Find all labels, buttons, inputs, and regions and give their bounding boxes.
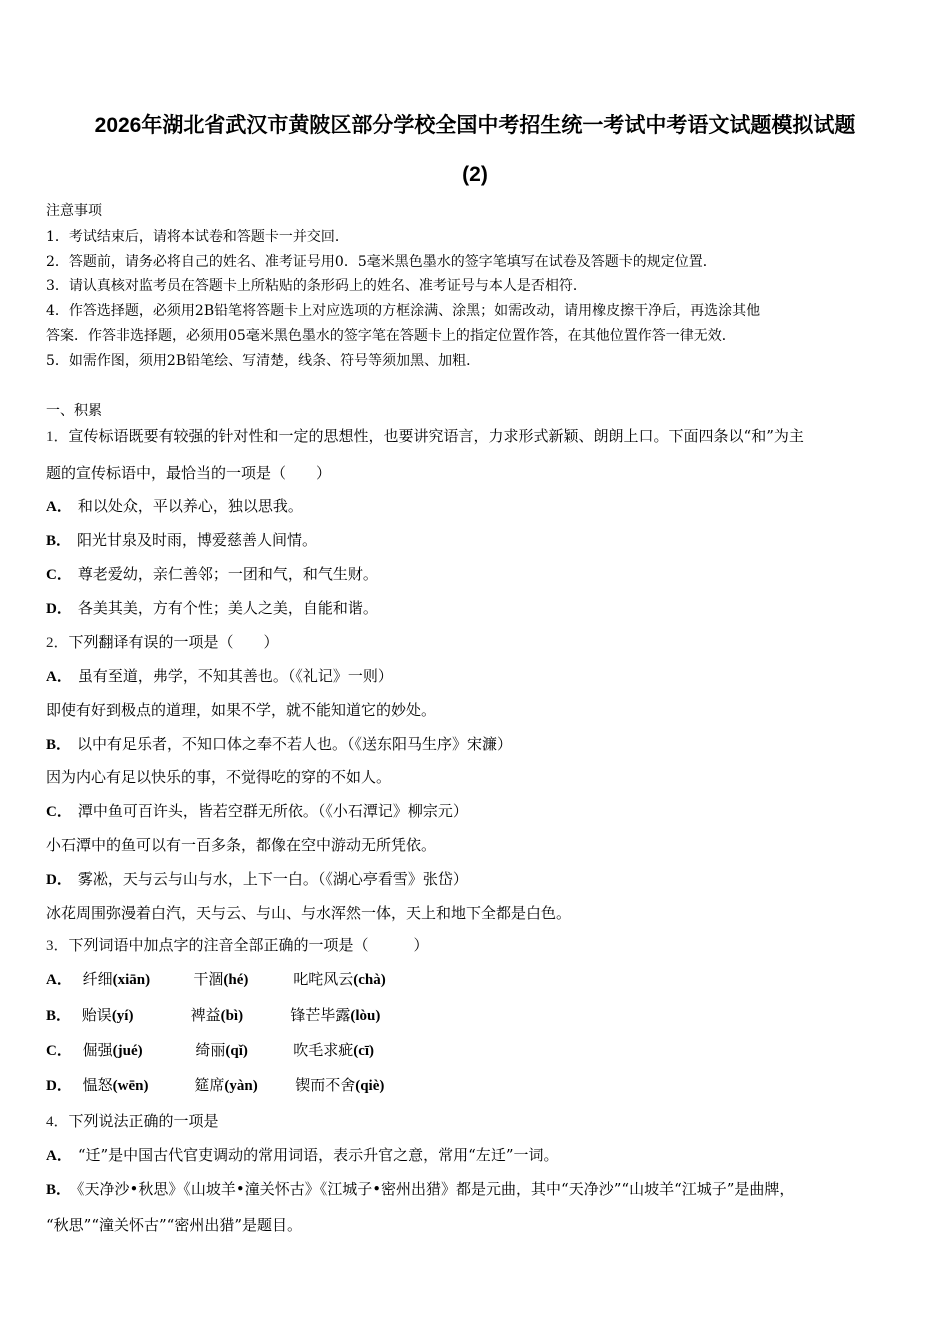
option-a: A． 和以处众，平以养心，独以思我。: [46, 497, 303, 515]
notice-item: 2．答题前，请务必将自己的姓名、准考证号用0．5毫米黑色墨水的签字笔填写在试卷及答题卡的规定位置．: [46, 254, 717, 270]
word-item: 干涸(hé): [193, 970, 249, 988]
notice-item: 1．考试结束后，请将本试卷和答题卡一并交回．: [46, 229, 349, 245]
word-item: 绮丽(qǐ): [195, 1041, 248, 1059]
question-text: 下列翻译有误的一项是（ ）: [68, 633, 279, 651]
question-number: 3．: [46, 938, 69, 954]
word-item: 贻误(yí): [81, 1006, 134, 1024]
option-d: D． 愠怒(wēn) 筵席(yàn) 锲而不舍(qiè): [46, 1076, 385, 1094]
option-b: B． 阳光甘泉及时雨，博爱慈善人间情。: [46, 531, 318, 549]
question-4-stem: [46, 1111, 219, 1132]
word-item: 锲而不舍(qiè): [295, 1076, 385, 1094]
word-item: 筵席(yàn): [194, 1076, 258, 1094]
question-number: 2．: [46, 635, 69, 651]
question-number: 1．: [46, 429, 69, 445]
word-item: 倔强(jué): [82, 1041, 143, 1059]
option-d-translation: 冰花周围弥漫着白汽，天与云、与山、与水浑然一体，天上和地下全都是白色。: [46, 904, 572, 922]
option-b-cont: “秋思”“潼关怀古”“密州出猎”是题目。: [46, 1216, 303, 1234]
option-a: A． 虽有至道，弗学，不知其善也。（《礼记》一则）: [46, 667, 393, 685]
exam-title-line1: 2026年湖北省武汉市黄陂区部分学校全国中考招生统一考试中考语文试题模拟试题: [94, 114, 856, 137]
notice-item: 3．请认真核对监考员在答题卡上所粘贴的条形码上的姓名、准考证号与本人是否相符．: [46, 278, 587, 294]
question-1-stem-cont: 题的宣传标语中，最恰当的一项是（ ）: [46, 464, 332, 482]
option-b-translation: 因为内心有足以快乐的事，不觉得吃的穿的不如人。: [46, 768, 392, 786]
word-item: 吹毛求疵(cī): [293, 1041, 375, 1059]
option-a-translation: 即使有好到极点的道理，如果不学，就不能知道它的妙处。: [46, 701, 437, 719]
option-b: B． 以中有足乐者，不知口体之奉不若人也。（《送东阳马生序》宋濂）: [46, 735, 513, 753]
word-item: 锋芒毕露(lòu): [290, 1006, 381, 1024]
notice-heading: 注意事项: [46, 203, 102, 219]
question-3-stem: [46, 935, 429, 956]
notice-item: 5．如需作图，须用2B铅笔绘、写清楚，线条、符号等须加黑、加粗．: [46, 353, 481, 369]
option-d: D． 各美其美，方有个性；美人之美，自能和谐。: [46, 599, 378, 617]
word-item: 裨益(bì): [190, 1006, 244, 1024]
option-d: D． 雾凇，天与云与山与水，上下一白。（《湖心亭看雪》张岱）: [46, 870, 468, 888]
option-a: A． “迁”是中国古代官吏调动的常用词语，表示升官之意，常用“左迁”一词。: [46, 1146, 559, 1164]
question-text: 下列说法正确的一项是: [68, 1112, 219, 1130]
notice-item: 答案．作答非选择题，必须用05毫米黑色墨水的签字笔在答题卡上的指定位置作答，在其他位置作答一律无效．: [46, 328, 736, 344]
section-heading: 一、积累: [46, 403, 102, 419]
option-b: B． 贻误(yí) 裨益(bì) 锋芒毕露(lòu): [46, 1006, 381, 1024]
option-b: B． 《天净沙•秋思》《山坡羊•潼关怀古》《江城子•密州出猎》都是元曲，其中“天净沙”“山坡羊“江城子”是曲牌，: [46, 1180, 795, 1198]
option-c: C． 潭中鱼可百许头，皆若空群无所依。（《小石潭记》柳宗元）: [46, 802, 468, 820]
question-number: 4．: [46, 1114, 69, 1130]
word-item: 叱咤风云(chà): [293, 970, 386, 988]
question-2-stem: [46, 632, 279, 653]
notice-item: 4．作答选择题，必须用2B铅笔将答题卡上对应选项的方框涂满、涂黑；如需改动，请用橡皮擦干净后，再选涂其他: [46, 303, 761, 319]
word-item: 纤细(xiān): [82, 970, 151, 988]
question-text: 宣传标语既要有较强的针对性和一定的思想性，也要讲究语言，力求形式新颖、朗朗上口。下面四条以“和”为主: [68, 427, 804, 445]
option-c: C． 倔强(jué) 绮丽(qǐ) 吹毛求疵(cī): [46, 1041, 375, 1059]
exam-title-line2: (2): [462, 163, 488, 186]
word-item: 愠怒(wēn): [82, 1076, 149, 1094]
option-a: A． 纤细(xiān) 干涸(hé) 叱咤风云(chà): [46, 970, 386, 988]
question-1-stem: [46, 426, 804, 447]
option-c: C． 尊老爱幼，亲仁善邻；一团和气，和气生财。: [46, 565, 378, 583]
option-c-translation: 小石潭中的鱼可以有一百多条，都像在空中游动无所凭依。: [46, 836, 437, 854]
question-text: 下列词语中加点字的注音全部正确的一项是（ ）: [68, 936, 429, 954]
